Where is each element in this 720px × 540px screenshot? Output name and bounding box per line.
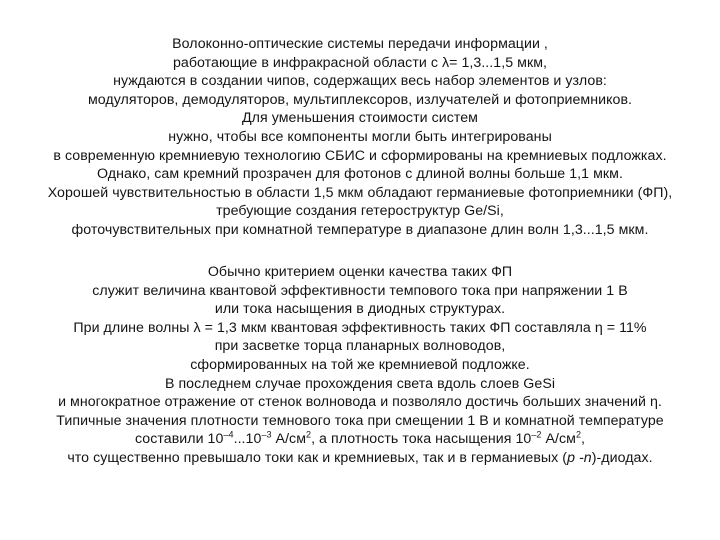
text-line: фоточувствительных при комнатной температуре в диапазоне длин волн 1,3...1,5 мкм. <box>71 221 649 238</box>
text-line: Однако, сам кремний прозрачен для фотонов с длиной волны больше 1,1 мкм. <box>97 166 623 183</box>
superscript: 2 <box>306 429 312 440</box>
text-line: или тока насыщения в диодных структурах. <box>214 301 506 318</box>
text-line: В последнем случае прохождения света вдоль слоев GeSi <box>164 375 556 392</box>
text-line: и многократное отражение от стенок волновода и позволяло достичь больших значений η. <box>58 394 662 411</box>
text-line: Для уменьшения стоимости систем <box>242 110 478 127</box>
text-line: Волоконно-оптические системы передачи информации , <box>172 36 548 52</box>
italic-term: p -n <box>567 449 592 466</box>
text-line: Типичные значения плотности темнового тока при смещении 1 В и комнатной температуре <box>56 412 664 429</box>
text-line: модуляторов, демодуляторов, мультиплексоров, излучателей и фотоприемников. <box>87 91 633 108</box>
superscript: –3 <box>261 429 272 440</box>
text-fragment: ...10 <box>233 431 262 448</box>
text-line: при засветке торца планарных волноводов, <box>214 338 506 355</box>
superscript: 2 <box>575 429 581 440</box>
text-line: При длине волны λ = 1,3 мкм квантовая эффективность таких ФП составляла η = 11% <box>73 319 647 336</box>
text-fragment: что существенно превышало токи как и кремниевых, так и в германиевых ( <box>67 449 568 466</box>
paragraph-quantum-efficiency <box>0 263 720 468</box>
text-line: Обычно критерием оценки качества таких ФП <box>207 264 513 280</box>
text-line: работающие в инфракрасной области с λ= 1,3...1,5 мкм, <box>172 54 548 71</box>
text-fragment: )-диодах. <box>591 449 653 466</box>
text-fragment: А/см <box>271 431 307 448</box>
text-line: сформированных на той же кремниевой подложке. <box>190 356 530 373</box>
text-line: нужно, чтобы все компоненты могли быть интегрированы <box>168 128 552 145</box>
paragraph-fiber-optic-systems <box>0 35 720 240</box>
text-line: служит величина квантовой эффективности темпового тока при напряжении 1 В <box>92 282 628 299</box>
text-line: Хорошей чувствительностью в области 1,5 мкм обладают германиевые фотоприемники (ФП), <box>47 184 673 201</box>
superscript: –4 <box>223 429 234 440</box>
text-line-current-density <box>0 430 720 449</box>
superscript: –2 <box>531 429 542 440</box>
text-line-diodes <box>0 449 720 468</box>
text-fragment: , а плотность тока насыщения 10 <box>311 431 532 448</box>
text-fragment: А/см <box>541 431 576 448</box>
text-fragment: , <box>581 431 585 448</box>
text-fragment: составили 10 <box>134 431 224 448</box>
text-line: в современную кремниевую технологию СБИС и сформированы на кремниевых подложках. <box>53 147 667 164</box>
text-line: требующие создания гетероструктур Ge/Si, <box>216 203 504 220</box>
text-line: нуждаются в создании чипов, содержащих весь набор элементов и узлов: <box>113 73 607 90</box>
